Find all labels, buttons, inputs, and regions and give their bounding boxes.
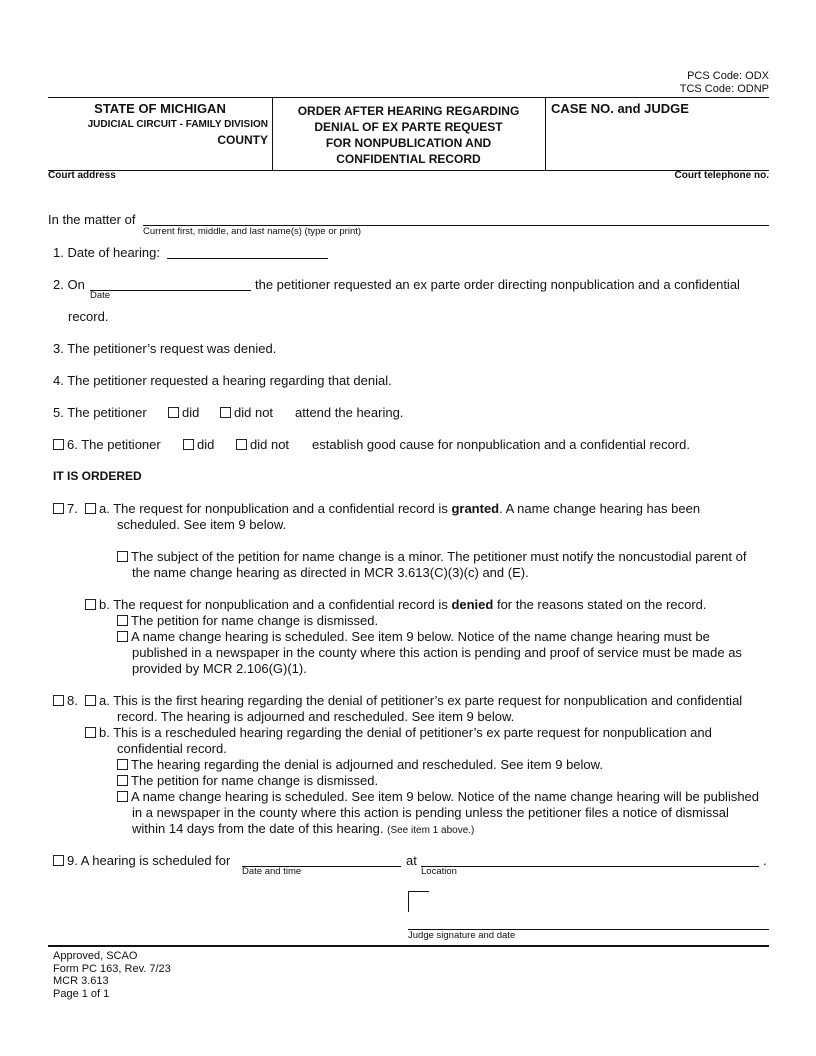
item-5-didnot-checkbox[interactable] — [220, 407, 231, 418]
item-7-checkbox[interactable] — [53, 503, 64, 514]
item-9-checkbox[interactable] — [53, 855, 64, 866]
item-7b-scheduled-cont1: published in a newspaper in the county where this action is pending and proof of service must be made as — [132, 645, 742, 660]
item-7b-dismissed-checkbox[interactable] — [117, 615, 128, 626]
item-8b-scheduled-cont2: within 14 days from the date of this hearing. (See item 1 above.) — [132, 821, 475, 836]
item-8a-checkbox[interactable] — [85, 695, 96, 706]
item-2-on: 2. On — [53, 277, 85, 292]
item-8a-cont: record. The hearing is adjourned and rescheduled. See item 9 below. — [117, 709, 515, 724]
item-6-did[interactable]: did — [183, 437, 214, 452]
item-7a-minor-checkbox[interactable] — [117, 551, 128, 562]
item-8b-cont: confidential record. — [117, 741, 227, 756]
form-title: ORDER AFTER HEARING REGARDING DENIAL OF EX PARTE REQUEST FOR NONPUBLICATION AND CONFIDENTIAL RECORD — [297, 104, 520, 166]
item-8a[interactable]: a. This is the first hearing regarding the denial of petitioner’s ex parte request for nonpublication and confidential — [85, 693, 742, 708]
request-date-sublabel: Date — [90, 290, 111, 301]
item-9[interactable]: 9. A hearing is scheduled for — [53, 853, 230, 868]
item-8-checkbox[interactable] — [53, 695, 64, 706]
item-8b-adjourned-checkbox[interactable] — [117, 759, 128, 770]
item-8b-option-scheduled[interactable]: A name change hearing is scheduled. See item 9 below. Notice of the name change hearing will be published — [117, 789, 759, 804]
signature-corner-mark — [408, 891, 429, 912]
item-6-didnot-checkbox[interactable] — [236, 439, 247, 450]
it-is-ordered-heading: IT IS ORDERED — [53, 469, 142, 483]
request-date-field[interactable] — [90, 290, 251, 291]
item-7a[interactable]: a. The request for nonpublication and a confidential record is granted. A name change hearing has been — [85, 501, 700, 516]
item-8b-dismissed-checkbox[interactable] — [117, 775, 128, 786]
tcs-code: TCS Code: ODNP — [679, 83, 769, 95]
item-5: 5. The petitioner — [53, 405, 147, 420]
item-5-did-checkbox[interactable] — [168, 407, 179, 418]
item-7b-scheduled-checkbox[interactable] — [117, 631, 128, 642]
item-8b-option-adjourned[interactable]: The hearing regarding the denial is adjourned and rescheduled. See item 9 below. — [117, 757, 603, 772]
circuit-label: JUDICIAL CIRCUIT - FAMILY DIVISION — [87, 119, 268, 130]
item-2-cont: record. — [68, 309, 109, 324]
county-label: COUNTY — [217, 133, 268, 147]
item-7b-option-dismissed[interactable]: The petition for name change is dismissed. — [117, 613, 378, 628]
item-6-did-checkbox[interactable] — [183, 439, 194, 450]
case-no-label: CASE NO. and JUDGE — [551, 101, 689, 116]
item-6-checkbox[interactable] — [53, 439, 64, 450]
item-8b-checkbox[interactable] — [85, 727, 96, 738]
item-6-didnot[interactable]: did not — [236, 437, 289, 452]
state-label: STATE OF MICHIGAN — [94, 101, 226, 116]
matter-sublabel: Current first, middle, and last name(s) (type or print) — [143, 226, 362, 237]
item-5-didnot[interactable]: did not — [220, 405, 273, 420]
item-7[interactable]: 7. — [53, 501, 78, 516]
caption-header — [48, 97, 769, 171]
item-9-at: at — [406, 853, 417, 868]
item-7a-cont: scheduled. See item 9 below. — [117, 517, 287, 532]
item-7b[interactable]: b. The request for nonpublication and a confidential record is denied for the reasons stated on the record. — [85, 597, 707, 612]
item-8[interactable]: 8. — [53, 693, 78, 708]
item-5-end: attend the hearing. — [295, 405, 404, 420]
hearing-location-sublabel: Location — [421, 866, 457, 877]
hearing-datetime-sublabel: Date and time — [242, 866, 302, 877]
item-7b-option-scheduled[interactable]: A name change hearing is scheduled. See item 9 below. Notice of the name change hearing must be — [117, 629, 710, 644]
hearing-date-field[interactable] — [167, 258, 328, 259]
item-7a-minor[interactable]: The subject of the petition for name change is a minor. The petitioner must notify the noncustodial parent of — [117, 549, 746, 564]
court-address-label: Court address — [48, 170, 116, 181]
footer-rule — [48, 945, 769, 947]
item-7b-scheduled-cont2: provided by MCR 2.106(G)(1). — [132, 661, 307, 676]
item-2-text: the petitioner requested an ex parte order directing nonpublication and a confidential — [255, 277, 740, 292]
item-1: 1. Date of hearing: — [53, 245, 160, 260]
item-9-period: . — [763, 853, 767, 868]
item-5-did[interactable]: did — [168, 405, 199, 420]
matter-label: In the matter of — [48, 212, 136, 227]
pcs-code: PCS Code: ODX — [687, 70, 769, 82]
item-7a-minor-cont: the name change hearing as directed in MCR 3.613(C)(3)(c) and (E). — [132, 565, 529, 580]
judge-signature-label: Judge signature and date — [408, 930, 516, 941]
item-8b-scheduled-checkbox[interactable] — [117, 791, 128, 802]
item-7b-checkbox[interactable] — [85, 599, 96, 610]
hearing-location-field[interactable] — [421, 866, 759, 867]
item-8b-scheduled-cont1: in a newspaper in the county where this action is pending unless the petitioner files a notice of dismissal — [132, 805, 729, 820]
court-phone-label: Court telephone no. — [674, 170, 769, 181]
item-3: 3. The petitioner’s request was denied. — [53, 341, 277, 356]
item-6[interactable]: 6. The petitioner — [53, 437, 161, 452]
item-7a-checkbox[interactable] — [85, 503, 96, 514]
item-6-end: establish good cause for nonpublication and a confidential record. — [312, 437, 690, 452]
item-8b[interactable]: b. This is a rescheduled hearing regarding the denial of petitioner’s ex parte request for nonpublication and — [85, 725, 712, 740]
item-8b-option-dismissed[interactable]: The petition for name change is dismissed. — [117, 773, 378, 788]
item-4: 4. The petitioner requested a hearing regarding that denial. — [53, 373, 392, 388]
footer-info: Approved, SCAO Form PC 163, Rev. 7/23 MCR 3.613 Page 1 of 1 — [53, 950, 171, 1000]
